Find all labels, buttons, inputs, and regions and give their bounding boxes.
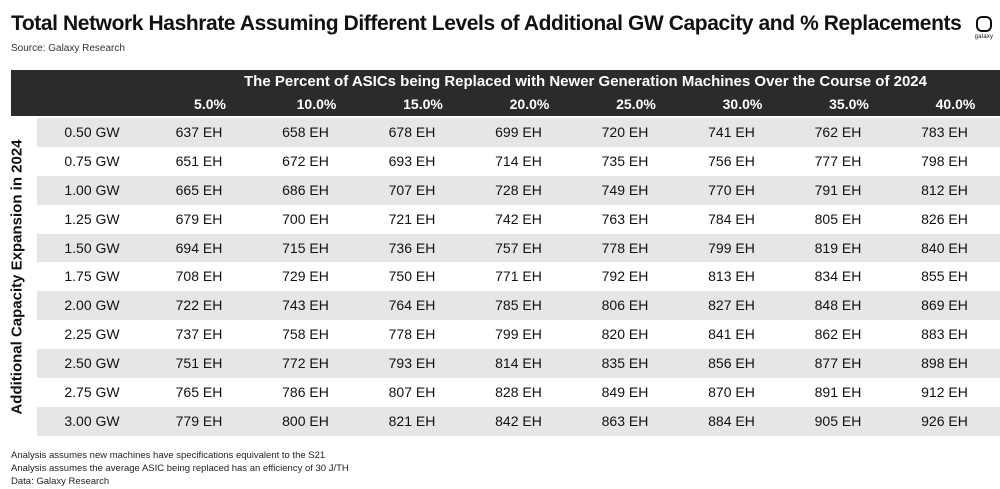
table-cell: 806 EH <box>601 297 649 314</box>
table-cell: 708 EH <box>175 268 223 285</box>
footnote: Data: Galaxy Research <box>11 476 110 487</box>
row-header: 0.75 GW <box>64 152 120 169</box>
table-cell: 736 EH <box>388 239 436 256</box>
column-header: 25.0% <box>616 96 656 112</box>
table-cell: 786 EH <box>282 384 329 401</box>
table-cell: 862 EH <box>814 326 862 343</box>
table-cell: 819 EH <box>814 239 862 256</box>
column-headers <box>159 96 1000 114</box>
data-table <box>37 118 1000 436</box>
column-header: 35.0% <box>829 96 869 112</box>
table-cell: 679 EH <box>175 210 223 227</box>
table-row <box>37 234 1000 263</box>
table-cell: 772 EH <box>282 355 329 372</box>
table-cell: 813 EH <box>708 268 755 285</box>
table-cell: 869 EH <box>921 297 968 314</box>
row-header: 2.75 GW <box>64 384 120 401</box>
table-cell: 637 EH <box>175 124 223 140</box>
table-cell: 693 EH <box>388 152 436 169</box>
table-cell: 793 EH <box>388 355 436 372</box>
column-group-label: The Percent of ASICs being Replaced with Newer Generation Machines Over the Course of 2024 <box>244 73 927 90</box>
table-cell: 672 EH <box>282 152 329 169</box>
row-header: 1.25 GW <box>64 210 120 227</box>
table-cell: 751 EH <box>175 355 223 372</box>
column-header: 40.0% <box>935 96 976 112</box>
table-cell: 720 EH <box>601 124 649 140</box>
table-cell: 820 EH <box>601 326 649 343</box>
table-cell: 735 EH <box>601 152 649 169</box>
table-cell: 798 EH <box>921 152 968 169</box>
table-cell: 856 EH <box>708 355 755 372</box>
table-cell: 721 EH <box>388 210 436 227</box>
table-cell: 828 EH <box>495 384 542 401</box>
galaxy-logo <box>973 16 995 40</box>
footnote: Analysis assumes new machines have specifications equivalent to the S21 <box>11 450 326 461</box>
table-cell: 779 EH <box>175 412 223 429</box>
table-row <box>37 205 1000 234</box>
table-cell: 814 EH <box>495 355 542 372</box>
table-row <box>37 262 1000 291</box>
table-cell: 764 EH <box>388 297 436 314</box>
table-cell: 826 EH <box>921 210 968 227</box>
galaxy-logo-icon <box>976 16 992 32</box>
table-cell: 855 EH <box>921 268 968 285</box>
row-group-label: Additional Capacity Expansion in 2024 <box>8 139 26 415</box>
table-cell: 694 EH <box>175 239 223 256</box>
table-cell: 905 EH <box>814 412 862 429</box>
table-cell: 742 EH <box>495 210 542 227</box>
table-cell: 763 EH <box>601 210 649 227</box>
table-cell: 651 EH <box>175 152 223 169</box>
table-cell: 848 EH <box>814 297 862 314</box>
table-row <box>37 118 1000 147</box>
table-cell: 700 EH <box>282 210 329 227</box>
chart-title: Total Network Hashrate Assuming Different Levels of Additional GW Capacity and % Replacements <box>11 12 962 35</box>
row-header: 0.50 GW <box>64 124 120 140</box>
table-cell: 841 EH <box>708 326 755 343</box>
chart-source: Source: Galaxy Research <box>11 43 125 54</box>
table-cell: 715 EH <box>282 239 329 256</box>
table-cell: 686 EH <box>282 181 329 198</box>
table-cell: 883 EH <box>921 326 968 343</box>
table-cell: 792 EH <box>601 268 649 285</box>
row-header: 2.25 GW <box>64 326 120 343</box>
table-cell: 784 EH <box>708 210 755 227</box>
table-cell: 750 EH <box>388 268 436 285</box>
column-header: 5.0% <box>194 96 226 112</box>
table-cell: 827 EH <box>708 297 755 314</box>
table-cell: 756 EH <box>708 152 755 169</box>
table-cell: 800 EH <box>282 412 329 429</box>
table-cell: 665 EH <box>175 181 223 198</box>
table-cell: 799 EH <box>495 326 542 343</box>
table-cell: 714 EH <box>495 152 542 169</box>
table-cell: 821 EH <box>388 412 436 429</box>
table-cell: 722 EH <box>175 297 223 314</box>
table-cell: 834 EH <box>814 268 862 285</box>
table-cell: 926 EH <box>921 412 968 429</box>
column-header: 30.0% <box>722 96 763 112</box>
table-cell: 658 EH <box>282 124 329 140</box>
column-header: 20.0% <box>509 96 550 112</box>
table-row <box>37 407 1000 436</box>
table-row <box>37 349 1000 378</box>
table-cell: 765 EH <box>175 384 223 401</box>
column-header: 10.0% <box>296 96 337 112</box>
table-cell: 791 EH <box>814 181 862 198</box>
table-cell: 741 EH <box>708 124 755 140</box>
table-row <box>37 291 1000 320</box>
galaxy-logo-text: galaxy <box>974 34 994 40</box>
table-cell: 749 EH <box>601 181 649 198</box>
table-cell: 891 EH <box>814 384 862 401</box>
table-header <box>11 70 1000 116</box>
table-cell: 840 EH <box>921 239 968 256</box>
table-cell: 778 EH <box>601 239 649 256</box>
row-header: 1.50 GW <box>64 239 120 256</box>
table-cell: 835 EH <box>601 355 649 372</box>
row-header: 2.00 GW <box>64 297 120 314</box>
table-row <box>37 147 1000 176</box>
table-row <box>37 320 1000 349</box>
table-cell: 849 EH <box>601 384 649 401</box>
table-cell: 912 EH <box>921 384 968 401</box>
table-cell: 699 EH <box>495 124 542 140</box>
table-cell: 785 EH <box>495 297 542 314</box>
row-header: 1.75 GW <box>64 268 120 285</box>
table-cell: 778 EH <box>388 326 436 343</box>
table-cell: 770 EH <box>708 181 755 198</box>
row-group-label-wrap <box>0 118 34 436</box>
table-cell: 728 EH <box>495 181 542 198</box>
footnotes <box>11 449 349 488</box>
table-cell: 707 EH <box>388 181 436 198</box>
table-cell: 812 EH <box>921 181 968 198</box>
table-cell: 777 EH <box>814 152 862 169</box>
row-header: 2.50 GW <box>64 355 120 372</box>
table-cell: 678 EH <box>388 124 436 140</box>
table-cell: 783 EH <box>921 124 968 140</box>
table-cell: 758 EH <box>282 326 329 343</box>
table-cell: 884 EH <box>708 412 755 429</box>
table-cell: 771 EH <box>495 268 542 285</box>
table-cell: 898 EH <box>921 355 968 372</box>
row-header: 1.00 GW <box>64 181 120 198</box>
row-header: 3.00 GW <box>64 412 120 429</box>
table-cell: 842 EH <box>495 412 542 429</box>
table-cell: 737 EH <box>175 326 223 343</box>
table-cell: 877 EH <box>814 355 862 372</box>
table-cell: 757 EH <box>495 239 542 256</box>
table-cell: 805 EH <box>814 210 862 227</box>
table-cell: 743 EH <box>282 297 329 314</box>
table-cell: 870 EH <box>708 384 755 401</box>
column-header: 15.0% <box>403 96 443 112</box>
footnote: Analysis assumes the average ASIC being replaced has an efficiency of 30 J/TH <box>11 463 349 474</box>
table-cell: 807 EH <box>388 384 436 401</box>
table-cell: 799 EH <box>708 239 755 256</box>
table-cell: 762 EH <box>814 124 862 140</box>
table-cell: 863 EH <box>601 412 649 429</box>
table-row <box>37 378 1000 407</box>
table-row <box>37 176 1000 205</box>
table-cell: 729 EH <box>282 268 329 285</box>
